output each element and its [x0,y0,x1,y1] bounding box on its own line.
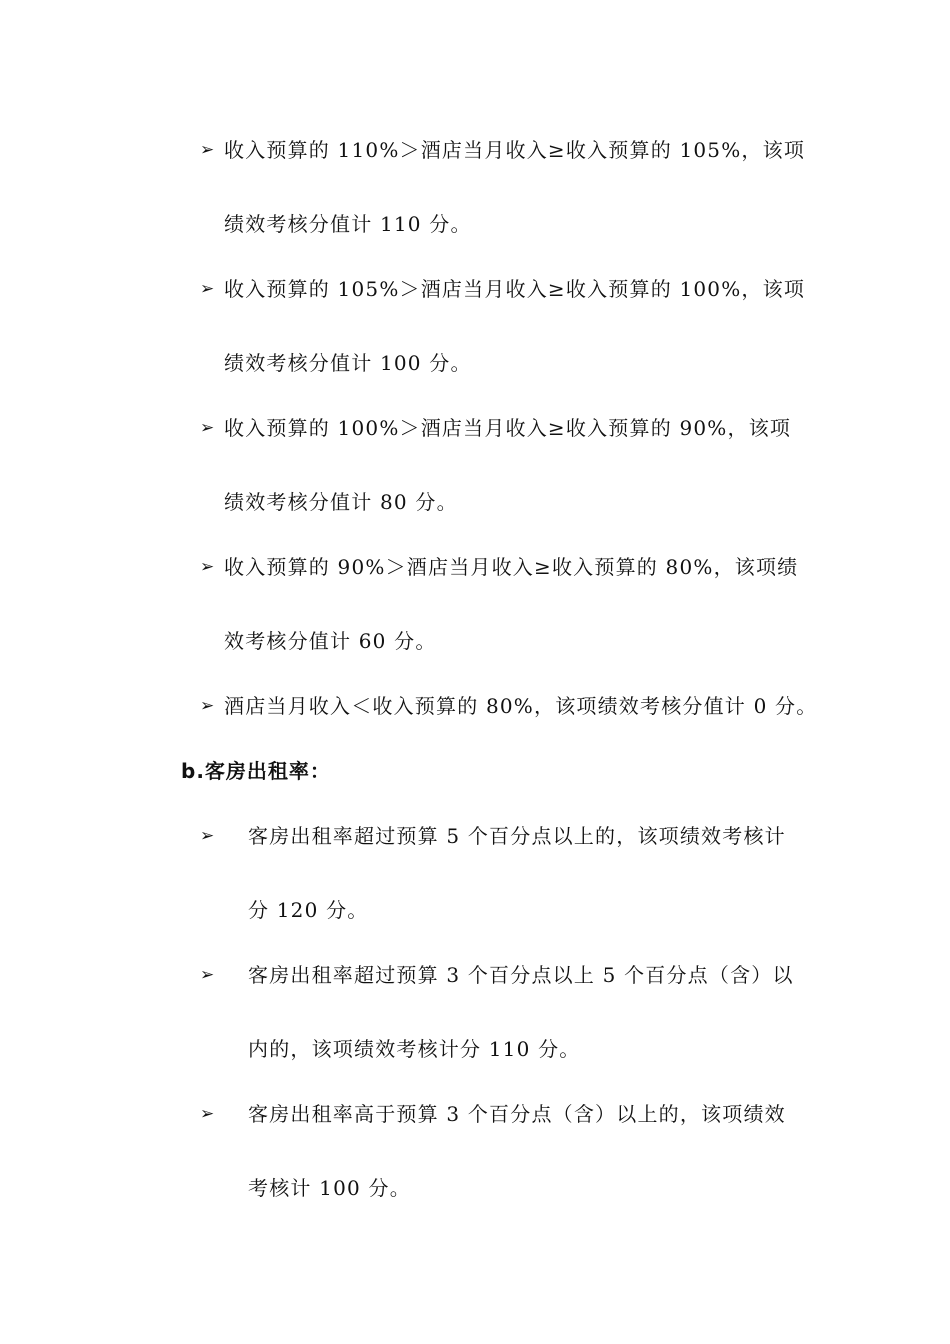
arrow-bullet-icon: ➢ [200,826,215,846]
arrow-bullet-icon: ➢ [200,418,215,438]
arrow-bullet-icon: ➢ [200,557,215,577]
rule-text-line2: 绩效考核分值计 110 分。 [224,212,472,236]
rule-text-line2: 绩效考核分值计 100 分。 [224,351,472,375]
rule-text-line2: 内的，该项绩效考核计分 110 分。 [248,1037,581,1061]
rule-text-line1: 收入预算的 90%＞酒店当月收入≥收入预算的 80%，该项绩 [224,555,799,579]
arrow-bullet-icon: ➢ [200,696,215,716]
rule-text-line1: 客房出租率超过预算 5 个百分点以上的，该项绩效考核计 [248,824,786,848]
arrow-bullet-icon: ➢ [200,279,215,299]
rule-text-line1: 收入预算的 105%＞酒店当月收入≥收入预算的 100%，该项 [224,277,806,301]
rule-text-line1: 客房出租率高于预算 3 个百分点（含）以上的，该项绩效 [248,1102,786,1126]
arrow-bullet-icon: ➢ [200,1104,215,1124]
section-heading-occupancy: b.客房出租率： [181,759,331,783]
rule-text-line2: 分 120 分。 [248,898,369,922]
rule-text-line2: 绩效考核分值计 80 分。 [224,490,458,514]
rule-text-line1: 酒店当月收入＜收入预算的 80%，该项绩效考核分值计 0 分。 [224,694,818,718]
rule-text-line2: 效考核分值计 60 分。 [224,629,437,653]
rule-text-line2: 考核计 100 分。 [248,1176,411,1200]
arrow-bullet-icon: ➢ [200,965,215,985]
arrow-bullet-icon: ➢ [200,140,215,160]
rule-text-line1: 收入预算的 100%＞酒店当月收入≥收入预算的 90%，该项 [224,416,792,440]
rule-text-line1: 收入预算的 110%＞酒店当月收入≥收入预算的 105%，该项 [224,138,806,162]
rule-text-line1: 客房出租率超过预算 3 个百分点以上 5 个百分点（含）以 [248,963,794,987]
